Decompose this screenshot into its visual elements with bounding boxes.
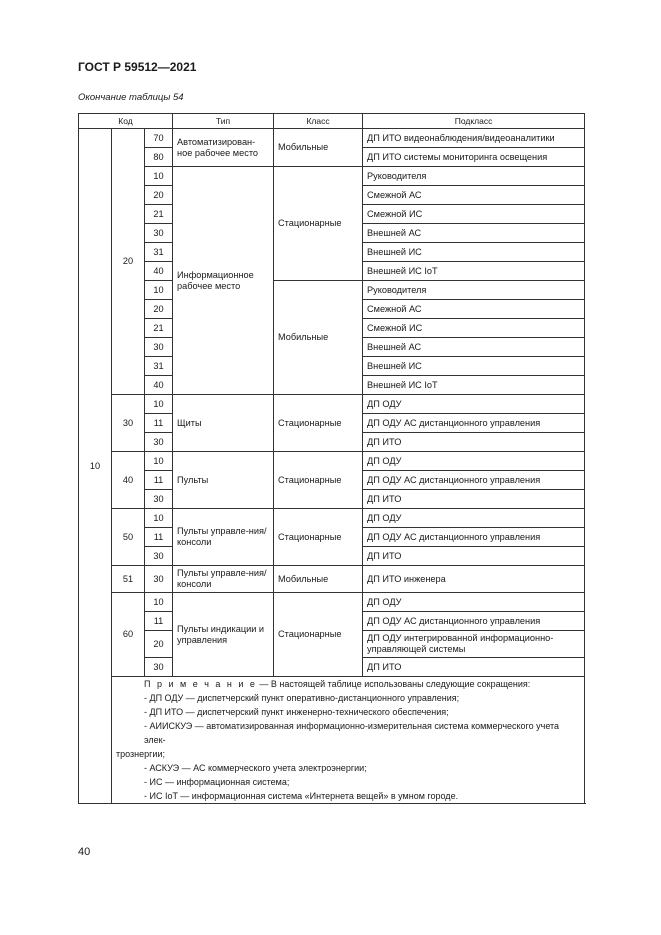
- code-level-1: 10: [79, 129, 112, 804]
- notes-row: [79, 677, 585, 804]
- header-class: Класс: [274, 114, 363, 129]
- table-caption: Окончание таблицы 54: [78, 92, 184, 103]
- code-level-3: 30: [145, 658, 173, 677]
- code-level-2: 20: [112, 129, 145, 395]
- class-cell: Мобильные: [274, 129, 363, 167]
- code-level-3: 30: [145, 490, 173, 509]
- code-level-3: 31: [145, 357, 173, 376]
- subclass-cell: ДП ОДУ: [363, 452, 585, 471]
- class-cell: Стационарные: [274, 593, 363, 677]
- table-row: [79, 395, 585, 414]
- code-level-2: 50: [112, 509, 145, 566]
- table-row: [79, 167, 585, 186]
- code-level-3: 40: [145, 262, 173, 281]
- subclass-cell: Смежной ИС: [363, 319, 585, 338]
- note-item: - АСКУЭ — АС коммерческого учета электроэнергии;: [144, 763, 367, 773]
- type-cell: Пульты управле-ния/консоли: [173, 509, 274, 566]
- header-type: Тип: [173, 114, 274, 129]
- subclass-cell: ДП ИТО видеонаблюдения/видеоаналитики: [363, 129, 585, 148]
- note-lead-text: — В настоящей таблице использованы следующие сокращения:: [256, 679, 531, 689]
- subclass-cell: ДП ОДУ АС дистанционного управления: [363, 612, 585, 631]
- code-level-2: 60: [112, 593, 145, 677]
- type-cell: Пульты: [173, 452, 274, 509]
- subclass-cell: ДП ОДУ АС дистанционного управления: [363, 528, 585, 547]
- subclass-cell: ДП ОДУ АС дистанционного управления: [363, 414, 585, 433]
- class-cell: Стационарные: [274, 452, 363, 509]
- code-level-3: 10: [145, 509, 173, 528]
- subclass-cell: Смежной ИС: [363, 205, 585, 224]
- code-level-3: 20: [145, 186, 173, 205]
- subclass-cell: ДП ИТО: [363, 547, 585, 566]
- type-cell: Автоматизирован-ное рабочее место: [173, 129, 274, 167]
- note-heading: [116, 677, 580, 691]
- table-row: [79, 452, 585, 471]
- class-cell: Мобильные: [274, 566, 363, 593]
- code-level-3: 31: [145, 243, 173, 262]
- code-level-3: 10: [145, 395, 173, 414]
- type-cell: Пульты индикации и управления: [173, 593, 274, 677]
- subclass-cell: ДП ИТО: [363, 490, 585, 509]
- class-cell: Стационарные: [274, 167, 363, 281]
- code-level-3: 20: [145, 300, 173, 319]
- subclass-cell: Смежной АС: [363, 300, 585, 319]
- note-item: - АИИСКУЭ — автоматизированная информационно-измерительная система коммерческого учета элек-: [144, 721, 560, 745]
- code-level-3: 30: [145, 566, 173, 593]
- page-number: 40: [78, 846, 91, 858]
- table-header-row: [79, 114, 585, 129]
- code-level-3: 11: [145, 528, 173, 547]
- code-level-2: 40: [112, 452, 145, 509]
- table-notes: [112, 677, 585, 804]
- code-level-3: 20: [145, 631, 173, 658]
- class-cell: Мобильные: [274, 281, 363, 395]
- table-row: [79, 281, 585, 300]
- note-item-continuation: трознергии;: [116, 749, 165, 759]
- code-level-3: 10: [145, 281, 173, 300]
- header-code: Код: [79, 114, 173, 129]
- subclass-cell: ДП ОДУ: [363, 509, 585, 528]
- code-level-3: 30: [145, 338, 173, 357]
- note-item: - ИС — информационная система;: [144, 777, 290, 787]
- note-item: - ИС IoT — информационная система «Интернета вещей» в умном городе.: [144, 791, 459, 801]
- subclass-cell: Внешней ИС: [363, 357, 585, 376]
- subclass-cell: ДП ИТО системы мониторинга освещения: [363, 148, 585, 167]
- subclass-cell: ДП ИТО инженера: [363, 566, 585, 593]
- document-title: ГОСТ Р 59512—2021: [78, 60, 197, 74]
- classification-table: [78, 113, 585, 804]
- code-level-3: 11: [145, 612, 173, 631]
- code-level-2: 30: [112, 395, 145, 452]
- type-cell: Щиты: [173, 395, 274, 452]
- code-level-3: 10: [145, 593, 173, 612]
- subclass-cell: ДП ОДУ: [363, 395, 585, 414]
- subclass-cell: ДП ОДУ интегрированной информационно-управляющей системы: [363, 631, 585, 658]
- code-level-2: 51: [112, 566, 145, 593]
- subclass-cell: Смежной АС: [363, 186, 585, 205]
- table-row: [79, 129, 585, 148]
- note-lead: П р и м е ч а н и е: [144, 679, 257, 689]
- table-row: [79, 566, 585, 593]
- subclass-cell: Внешней ИС: [363, 243, 585, 262]
- code-level-3: 30: [145, 547, 173, 566]
- subclass-cell: Руководителя: [363, 281, 585, 300]
- subclass-cell: ДП ОДУ: [363, 593, 585, 612]
- table-row: [79, 593, 585, 612]
- note-item: - ДП ИТО — диспетчерский пункт инженерно-технического обеспечения;: [144, 707, 449, 717]
- code-level-3: 10: [145, 452, 173, 471]
- subclass-cell: Руководителя: [363, 167, 585, 186]
- code-level-3: 80: [145, 148, 173, 167]
- type-cell: Пульты управле-ния/консоли: [173, 566, 274, 593]
- code-level-3: 11: [145, 471, 173, 490]
- class-cell: Стационарные: [274, 395, 363, 452]
- code-level-3: 10: [145, 167, 173, 186]
- subclass-cell: ДП ИТО: [363, 433, 585, 452]
- header-subclass: Подкласс: [363, 114, 585, 129]
- code-level-3: 30: [145, 433, 173, 452]
- code-level-3: 21: [145, 205, 173, 224]
- type-cell: Информационное рабочее место: [173, 167, 274, 395]
- subclass-cell: Внешней АС: [363, 338, 585, 357]
- code-level-3: 70: [145, 129, 173, 148]
- subclass-cell: ДП ОДУ АС дистанционного управления: [363, 471, 585, 490]
- code-level-3: 11: [145, 414, 173, 433]
- code-level-3: 21: [145, 319, 173, 338]
- table-row: [79, 509, 585, 528]
- code-level-3: 40: [145, 376, 173, 395]
- subclass-cell: Внешней ИС IoT: [363, 262, 585, 281]
- subclass-cell: ДП ИТО: [363, 658, 585, 677]
- class-cell: Стационарные: [274, 509, 363, 566]
- subclass-cell: Внешней АС: [363, 224, 585, 243]
- note-item: - ДП ОДУ — диспетчерский пункт оперативно-дистанционного управления;: [144, 693, 460, 703]
- code-level-3: 30: [145, 224, 173, 243]
- subclass-cell: Внешней ИС IoT: [363, 376, 585, 395]
